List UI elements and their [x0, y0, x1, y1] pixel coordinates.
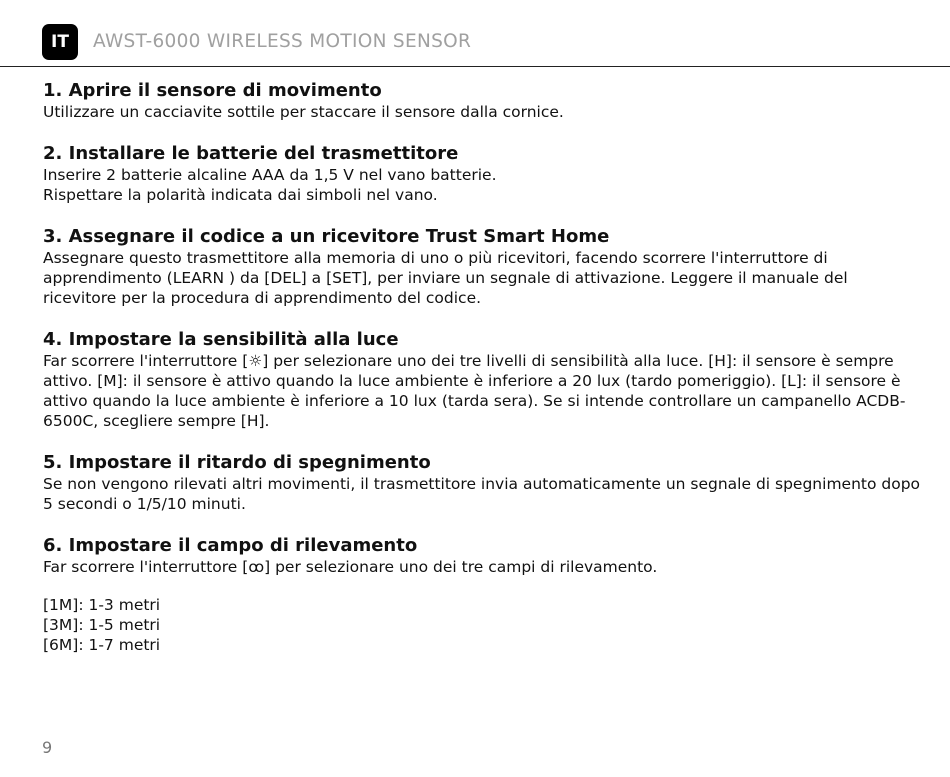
range-list [43, 595, 923, 655]
section-detection-range [43, 535, 923, 655]
section-body: Far scorrere l'interruttore [☼] per selezionare uno dei tre livelli di sensibilità alla luce. [H]: il sensore è sempre attivo. [M]: il sensore è attivo quando la luce ambiente è inferiore a 20 lux (tardo pomeriggio). [L]: il sensore è attivo quando la luce ambiente è inferiore a 10 lux (tarda sera). Se si intende controllare un campanello ACDB-6500C, scegliere sempre [H]. [43, 352, 906, 430]
section-heading: 4. Impostare la sensibilità alla luce [43, 329, 399, 350]
section-body: Se non vengono rilevati altri movimenti, il trasmettitore invia automaticamente un segnale di spegnimento dopo 5 secondi o 1/5/10 minuti. [43, 475, 921, 513]
range-item: [1M]: 1-3 metri [43, 596, 161, 614]
range-item: [3M]: 1-5 metri [43, 616, 161, 634]
section-assign-code [43, 226, 923, 308]
page-number: 9 [42, 738, 53, 757]
section-off-delay [43, 452, 923, 514]
section-open-sensor [43, 80, 923, 122]
section-heading: 5. Impostare il ritardo di spegnimento [43, 452, 431, 473]
section-heading: 2. Installare le batterie del trasmettitore [43, 143, 459, 164]
instructions-content [43, 80, 923, 676]
section-heading: 6. Impostare il campo di rilevamento [43, 535, 418, 556]
section-heading: 1. Aprire il sensore di movimento [43, 80, 382, 101]
page-header [0, 0, 950, 67]
section-body: Far scorrere l'interruttore [ꝏ] per selezionare uno dei tre campi di rilevamento. [43, 558, 658, 576]
document-title: AWST-6000 WIRELESS MOTION SENSOR [93, 31, 472, 52]
section-light-sensitivity [43, 329, 923, 431]
section-heading: 3. Assegnare il codice a un ricevitore Trust Smart Home [43, 226, 610, 247]
range-item: [6M]: 1-7 metri [43, 636, 161, 654]
section-install-batteries [43, 143, 923, 205]
language-badge: IT [42, 24, 78, 60]
section-body: Inserire 2 batterie alcaline AAA da 1,5 V nel vano batterie. Rispettare la polarità indicata dai simboli nel vano. [43, 166, 497, 204]
section-body: Utilizzare un cacciavite sottile per staccare il sensore dalla cornice. [43, 103, 564, 121]
section-body: Assegnare questo trasmettitore alla memoria di uno o più ricevitori, facendo scorrere l'interruttore di apprendimento (LEARN ) da [DEL] a [SET], per inviare un segnale di attivazione. Leggere il manuale del ricevitore per la procedura di apprendimento del codice. [43, 249, 848, 307]
